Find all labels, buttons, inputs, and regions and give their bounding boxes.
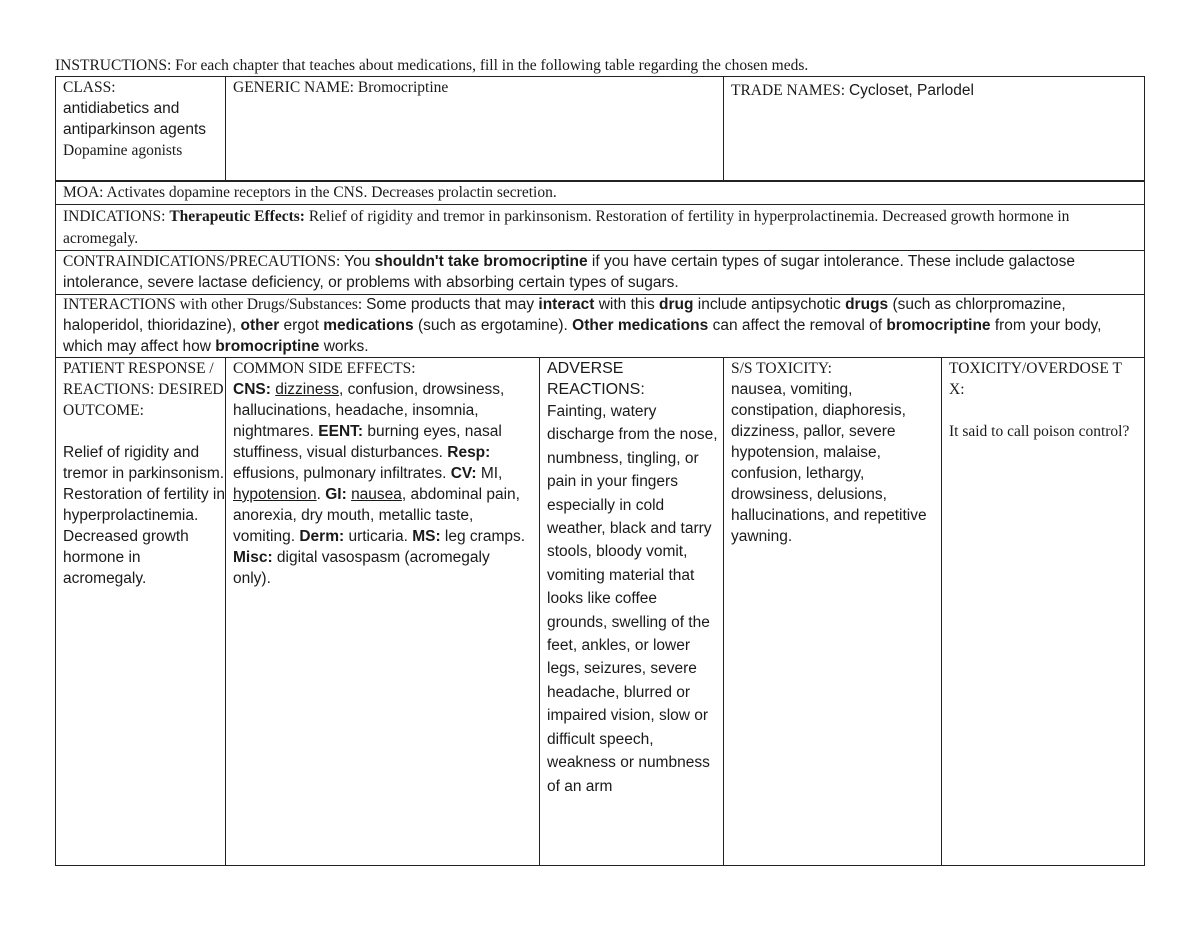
toxicity-cell <box>724 358 941 865</box>
derm-label: Derm: <box>299 528 345 545</box>
moa-label: MOA: <box>63 184 107 201</box>
class-label: CLASS: <box>63 79 116 96</box>
moa-text: Activates dopamine receptors in the CNS. Decreases prolactin secretion. <box>106 184 557 201</box>
interactions-bold: medications <box>323 317 414 334</box>
overdose-text: It said to call poison control? <box>949 423 1130 440</box>
interactions-bold: drugs <box>845 296 889 313</box>
instructions-text: INSTRUCTIONS: For each chapter that teaches about medications, fill in the following table regarding the chosen meds. <box>55 57 809 74</box>
interactions-bold: drug <box>659 296 694 313</box>
contraindications-label: CONTRAINDICATIONS/PRECAUTIONS: <box>63 253 345 270</box>
trade-names-cell <box>724 80 1144 180</box>
interactions-text: can affect the removal of <box>708 317 887 334</box>
gi-label: GI: <box>325 486 347 503</box>
interactions-bold: Other medications <box>572 317 709 334</box>
interactions-cell <box>56 294 1144 357</box>
indications-text: Relief of rigidity and tremor in parkinsonism. Restoration of fertility in hyperprolactinemia. Decreased growth hormone in acromegaly. <box>63 208 1070 247</box>
interactions-text: Some products that may <box>366 296 539 313</box>
side-effect-text: effusions, pulmonary infiltrates. <box>233 465 451 482</box>
interactions-bold: interact <box>538 296 595 313</box>
side-effects-text <box>233 379 531 589</box>
side-effect-text: . <box>316 486 326 503</box>
generic-name-label: GENERIC NAME: <box>233 79 358 96</box>
contraindications-bold: shouldn't take bromocriptine <box>374 253 588 270</box>
interactions-text: with this <box>594 296 660 313</box>
side-effect-underlined: nausea <box>351 486 402 503</box>
toxicity-label: S/S TOXICITY: <box>731 360 832 377</box>
interactions-bold: other <box>240 317 280 334</box>
side-effect-underlined: dizziness <box>275 381 339 398</box>
interactions-text: works. <box>319 338 369 355</box>
cns-label: CNS: <box>233 381 271 398</box>
side-effect-underlined: hypotension <box>233 486 317 503</box>
patient-response-text: Relief of rigidity and tremor in parkinsonism. Restoration of fertility in hyperprolactinemia. Decreased growth hormone in acromegaly. <box>63 444 225 587</box>
side-effects-cell <box>226 358 539 865</box>
interactions-text: ergot <box>279 317 324 334</box>
ms-label: MS: <box>412 528 441 545</box>
side-effect-text: urticaria. <box>344 528 413 545</box>
moa-cell <box>56 182 1144 204</box>
patient-response-cell <box>56 358 225 865</box>
side-effect-text: , confusion, drowsiness, hallucinations, headache, insomnia, nightmares. <box>233 381 505 440</box>
generic-name-value: Bromocriptine <box>357 79 449 96</box>
side-effect-text: leg cramps. <box>440 528 526 545</box>
interactions-text: (such as ergotamine). <box>413 317 573 334</box>
contraindications-text: if you have certain types of sugar intolerance. These include galactose intolerance, severe lactase deficiency, or problems with absorbing certain types of sugars. <box>63 253 1075 291</box>
generic-name-cell <box>226 77 723 180</box>
side-effect-text: , abdominal pain, anorexia, dry mouth, metallic taste, vomiting. <box>233 486 520 545</box>
interactions-bold: bromocriptine <box>215 338 320 355</box>
patient-response-label: PATIENT RESPONSE / REACTIONS: DESIRED OUTCOME: <box>63 360 224 419</box>
indications-label: INDICATIONS: <box>63 208 170 225</box>
eent-label: EENT: <box>318 423 364 440</box>
side-effect-text: MI, <box>476 465 503 482</box>
class-cell <box>56 77 225 180</box>
class-subvalue: Dopamine agonists <box>63 142 183 159</box>
interactions-text: (such as chlorpromazine, haloperidol, thioridazine), <box>63 296 1066 334</box>
therapeutic-effects-label: Therapeutic Effects: <box>169 208 305 225</box>
trade-names-value: Cycloset, Parlodel <box>848 82 974 99</box>
interactions-text: from your body, which may affect how <box>63 317 1102 355</box>
adverse-reactions-text: Fainting, watery discharge from the nose, numbness, tingling, or pain in your fingers especially in cold weather, black and tarry stools, bloody vomit, vomiting material that looks like coffee grounds, swelling of the feet, ankles, or lower legs, seizures, severe headache, blurred or impaired vision, slow or difficult speech, weakness or numbness of an arm <box>547 403 718 795</box>
misc-label: Misc: <box>233 549 273 566</box>
side-effect-text: burning eyes, nasal stuffiness, visual disturbances. <box>233 423 502 461</box>
trade-names-label: TRADE NAMES: <box>731 82 849 99</box>
resp-label: Resp: <box>447 444 491 461</box>
interactions-text: include antipsychotic <box>693 296 846 313</box>
class-value: antidiabetics and antiparkinson agents <box>63 100 207 138</box>
indications-cell <box>56 206 1144 250</box>
adverse-reactions-label: ADVERSE REACTIONS: <box>547 360 645 398</box>
overdose-label: TOXICITY/OVERDOSE TX: <box>949 360 1122 398</box>
contraindications-text: You <box>344 253 375 270</box>
contraindications-cell <box>56 251 1144 294</box>
interactions-label: INTERACTIONS with other Drugs/Substances: <box>63 296 367 313</box>
side-effects-label: COMMON SIDE EFFECTS: <box>233 360 416 377</box>
adverse-reactions-cell <box>540 358 723 865</box>
row-divider <box>56 204 1144 205</box>
interactions-bold: bromocriptine <box>886 317 991 334</box>
toxicity-text: nausea, vomiting, constipation, diaphoresis, dizziness, pallor, severe hypotension, malaise, confusion, lethargy, drowsiness, delusions, hallucinations, and repetitive yawning. <box>731 381 927 545</box>
overdose-cell <box>942 358 1144 865</box>
side-effect-text: digital vasospasm (acromegaly only). <box>233 549 490 587</box>
cv-label: CV: <box>450 465 477 482</box>
